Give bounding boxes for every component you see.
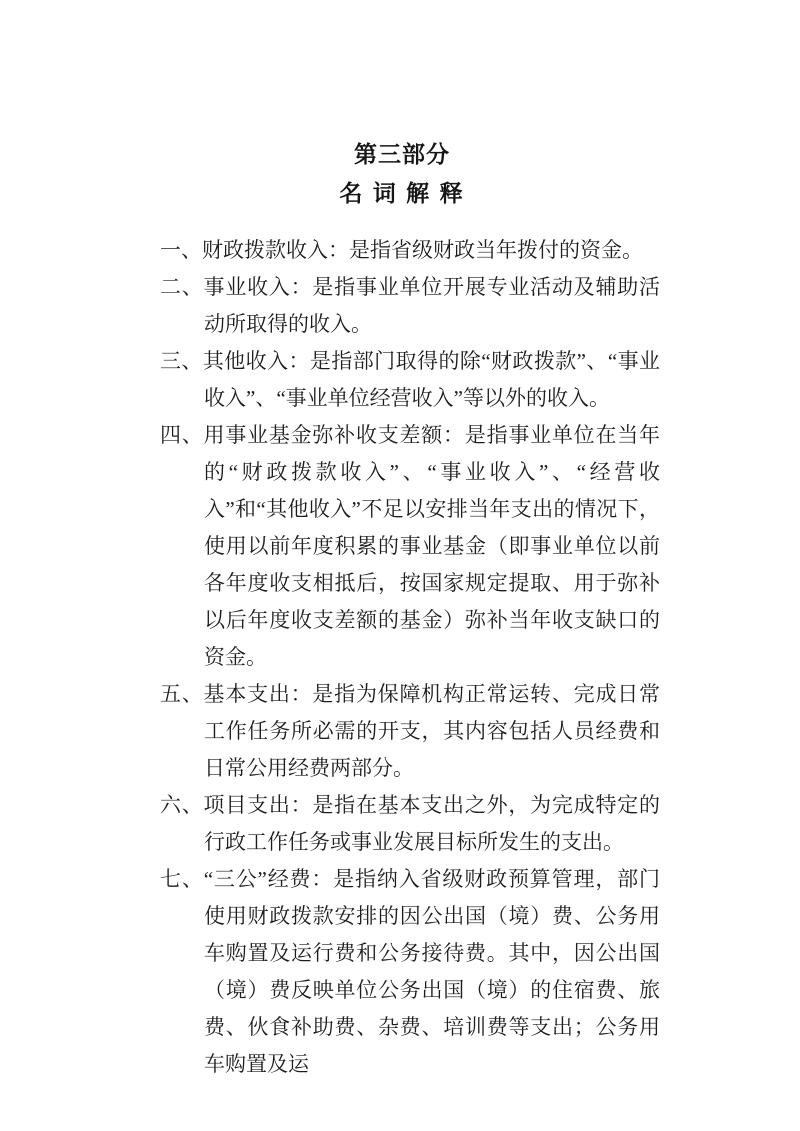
section-title: 名 词 解 释 <box>339 180 465 206</box>
item-number: 七、 <box>160 867 204 891</box>
item-definition: 其他收入：是指部门取得的除“财政拨款”、“事业收入”、“事业单位经营收入”等以外的收入。 <box>202 349 660 410</box>
glossary-item-2 <box>160 269 660 343</box>
part-title: 第三部分 <box>354 141 450 167</box>
item-number: 二、 <box>160 275 204 299</box>
title-block <box>152 142 652 206</box>
item-number: 四、 <box>160 423 204 447</box>
glossary-list <box>160 232 660 1083</box>
item-number: 六、 <box>160 793 204 817</box>
item-definition: 财政拨款收入：是指省级财政当年拨付的资金。 <box>202 238 643 262</box>
item-definition: 项目支出：是指在基本支出之外，为完成特定的行政工作任务或事业发展目标所发生的支出。 <box>203 793 660 854</box>
glossary-item-3 <box>160 343 660 417</box>
item-number: 一、 <box>160 238 202 262</box>
item-number: 三、 <box>160 349 203 373</box>
glossary-item-5 <box>160 676 660 787</box>
glossary-item-4 <box>160 417 660 676</box>
glossary-item-6 <box>160 787 660 861</box>
item-definition: 基本支出：是指为保障机构正常运转、完成日常工作任务所必需的开支，其内容包括人员经费和日常公用经费两部分。 <box>203 682 660 780</box>
item-number: 五、 <box>160 682 204 706</box>
item-definition: 事业收入：是指事业单位开展专业活动及辅助活动所取得的收入。 <box>203 275 660 336</box>
glossary-item-1 <box>160 232 660 269</box>
glossary-item-7 <box>160 861 660 1083</box>
item-definition: 用事业基金弥补收支差额：是指事业单位在当年的“财政拨款收入”、“事业收入”、“经营收入”和“其他收入”不足以安排当年支出的情况下，使用以前年度积累的事业基金（即事业单位以前各年度收支相抵后，按国家规定提取、用于弥补以后年度收支差额的基金）弥补当年收支缺口的资金。 <box>203 423 660 669</box>
item-definition: “三公”经费：是指纳入省级财政预算管理，部门使用财政拨款安排的因公出国（境）费、公务用车购置及运行费和公务接待费。其中，因公出国（境）费反映单位公务出国（境）的住宿费、旅费、伙食补助费、杂费、培训费等支出；公务用车购置及运 <box>203 867 661 1076</box>
